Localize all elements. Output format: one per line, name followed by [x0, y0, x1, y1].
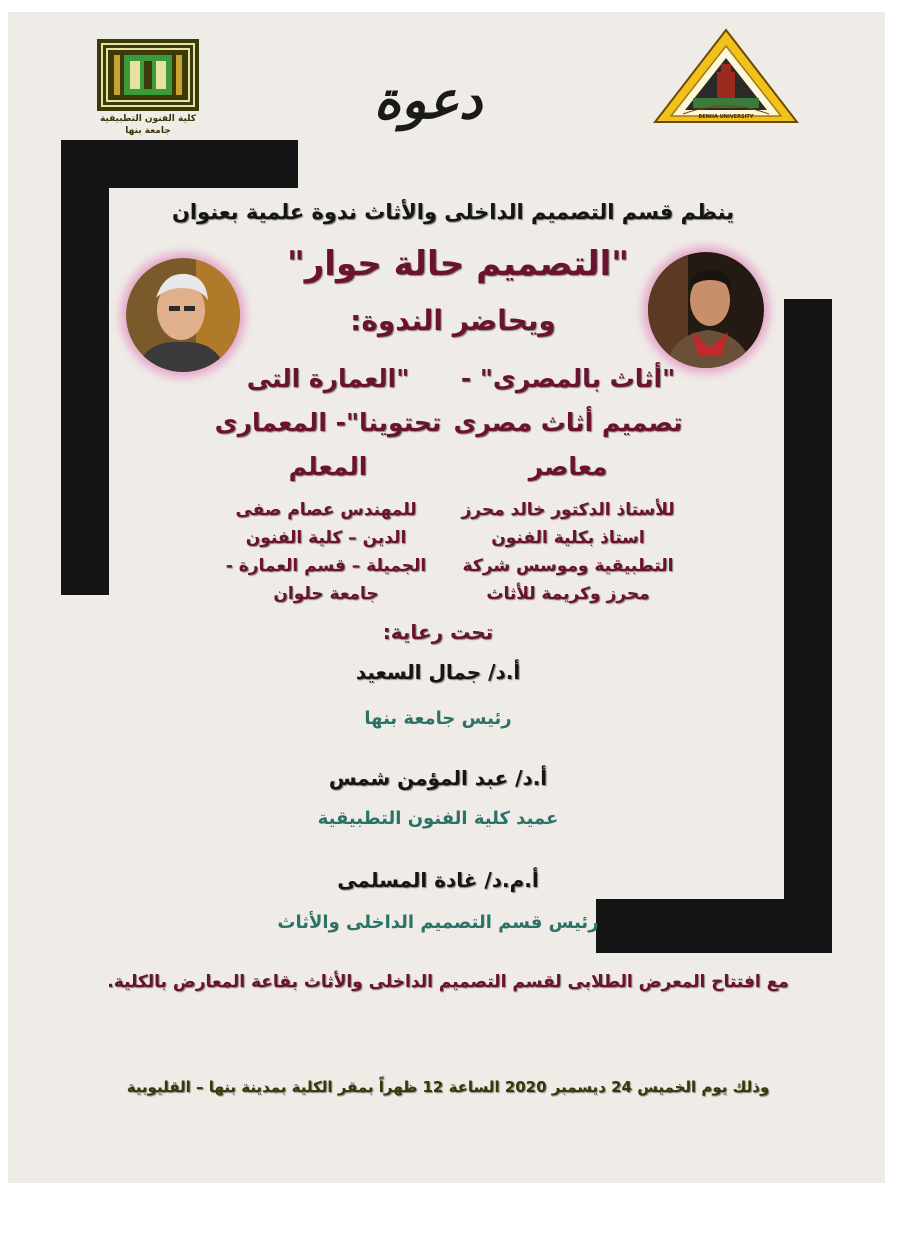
event-date-footer: وذلك يوم الخميس 24 ديسمبر 2020 الساعة 12 ظهراً بمقر الكلية بمدينة بنها – القليوبية [126, 1078, 770, 1096]
intro-text: ينظم قسم التصميم الداخلى والأثاث ندوة علمية بعنوان [171, 200, 735, 224]
patron-name: أ.م.د/ غادة المسلمى [337, 868, 539, 892]
speaker-1-line: استاذ بكلية الفنون [491, 528, 645, 548]
patron-name: أ.د/ عبد المؤمن شمس [328, 766, 548, 790]
seminar-title: "التصميم حالة حوار" [287, 244, 629, 284]
benha-university-logo-text: BENHA UNIVERSITY [698, 114, 754, 120]
applied-arts-logo-icon [96, 38, 200, 112]
exhibition-announcement: مع افتتاح المعرض الطلابى لقسم التصميم الداخلى والأثاث بقاعة المعارض بالكلية. [107, 972, 789, 992]
benha-university-emblem-icon [653, 28, 799, 128]
benha-university-caption: جامعة بنها [125, 126, 171, 136]
speaker-2-line: جامعة حلوان [273, 584, 379, 604]
portrait-elderly-man-icon [126, 258, 240, 372]
talk-2-title-line: "العمارة التى [246, 364, 410, 393]
bottom-right-bar-vertical [784, 299, 832, 953]
patron-role: رئيس قسم التصميم الداخلى والأثاث [277, 912, 599, 933]
speaker-photo-right [648, 252, 764, 368]
lecturers-heading: ويحاضر الندوة: [350, 304, 556, 337]
speaker-photo-left [126, 258, 240, 372]
benha-university-logo [653, 28, 799, 128]
speaker-1-line: التطبيقية وموسس شركة [462, 556, 674, 576]
talk-1-title-line: معاصر [528, 452, 608, 481]
patron-role: عميد كلية الفنون التطبيقية [317, 808, 559, 829]
speaker-2-line: الجميلة – قسم العمارة - [225, 556, 427, 576]
speaker-1-line: للأستاذ الدكتور خالد محرز [461, 500, 675, 520]
talk-1-title-line: "أثاث بالمصرى" - [460, 364, 676, 393]
applied-arts-logo [96, 38, 200, 138]
talk-2-title-line: تحتوينا"- المعمارى [214, 408, 442, 437]
patronage-heading: تحت رعاية: [382, 620, 494, 644]
patron-role: رئيس جامعة بنها [364, 708, 512, 729]
patron-name: أ.د/ جمال السعيد [355, 660, 521, 684]
speaker-2-line: للمهندس عصام صفى [235, 500, 417, 520]
speaker-1-line: محرز وكريمة للأثاث [486, 584, 650, 604]
invitation-title: دعوة [373, 70, 483, 131]
portrait-man-with-scarf-icon [648, 252, 764, 368]
talk-1-title-line: تصميم أثاث مصرى [453, 408, 683, 437]
speaker-2-line: الدين – كلية الفنون [245, 528, 407, 548]
top-left-bar-vertical [61, 140, 109, 595]
talk-2-title-line: المعلم [288, 452, 368, 481]
invitation-page [8, 12, 885, 1183]
applied-arts-logo-text: كلية الفنون التطبيقية [99, 114, 197, 124]
